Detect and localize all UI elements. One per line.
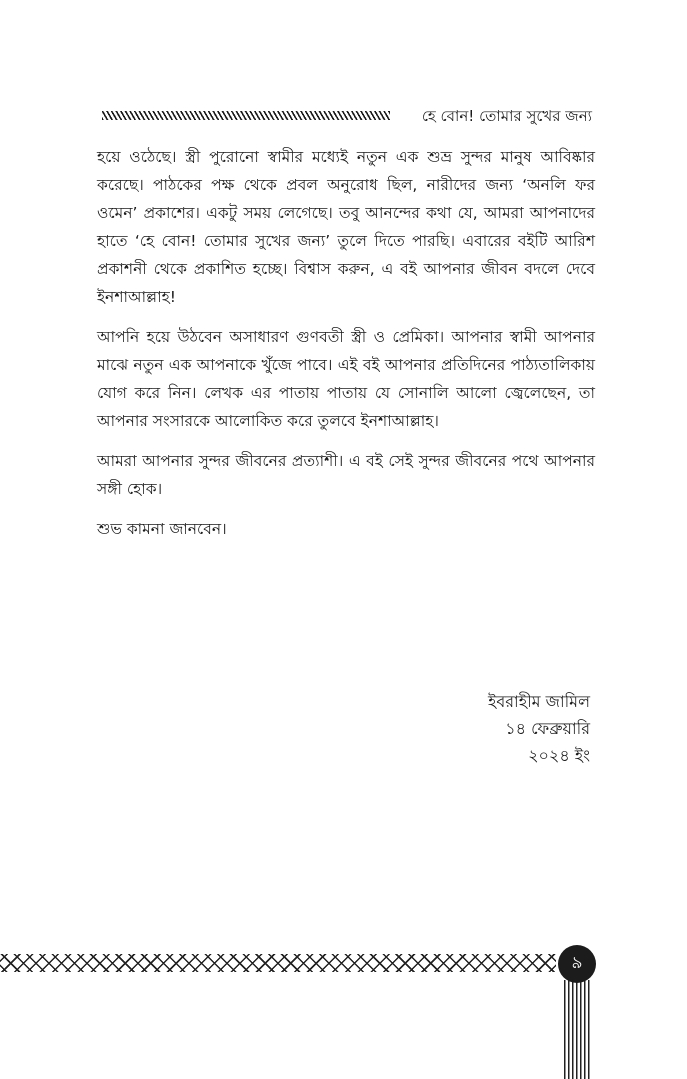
signature-date: ১৪ ফেব্রুয়ারি [505,719,590,738]
paragraph-4: শুভ কামনা জানবেন। [97,520,227,538]
signature-name: ইবরাহীম জামিল [488,692,590,711]
page-number: ৯ [571,953,583,973]
signature-year: ২০২৪ ইং [528,746,590,765]
paragraph-1: হয়ে ওঠেছে। স্ত্রী পুরোনো স্বামীর মধ্যেই নতুন এক শুভ্র সুন্দর মানুষ আবিষ্কার করেছে। পাঠকের পক্ষ থেকে প্রবল অনুরোধ ছিল, নারীদের জন্য ‘অনলি ফর ওমেন’ প্রকাশের। একটু সময় লেগেছে। তবু আনন্দের কথা যে, আমরা আপনাদের হাতে ‘হে বোন! তোমার সুখের জন্য’ তুলে দিতে পারছি। এবারের বইটি আরিশ প্রকাশনী থেকে প্রকাশিত হচ্ছে। বিশ্বাস করুন, এ বই আপনার জীবন বদলে দেবে ইনশাআল্লাহ! [97,148,595,306]
header-hatch-ornament [102,111,390,120]
paragraph-3: আমরা আপনার সুন্দর জীবনের প্রত্যাশী। এ বই সেই সুন্দর জীবনের পথে আপনার সঙ্গী হোক। [97,452,595,498]
footer-stripes-ornament [564,980,590,1079]
running-header [102,103,592,129]
running-header-title: হে বোন! তোমার সুখের জন্য [421,107,592,125]
paragraph-2: আপনি হয়ে উঠবেন অসাধারণ গুণবতী স্ত্রী ও প্রেমিকা। আপনার স্বামী আপনার মাঝে নতুন এক আপনাকে খুঁজে পাবে। এই বই আপনার প্রতিদিনের পাঠ্যতালিকায় যোগ করে নিন। লেখক এর পাতায় পাতায় যে সোনালি আলো জ্বেলেছেন, তা আপনার সংসারকে আলোকিত করে তুলবে ইনশাআল্লাহ। [97,328,595,430]
body-text [97,143,595,555]
page-number-badge [558,945,596,983]
signature-block [430,688,590,769]
footer-ornament-band [0,954,556,972]
